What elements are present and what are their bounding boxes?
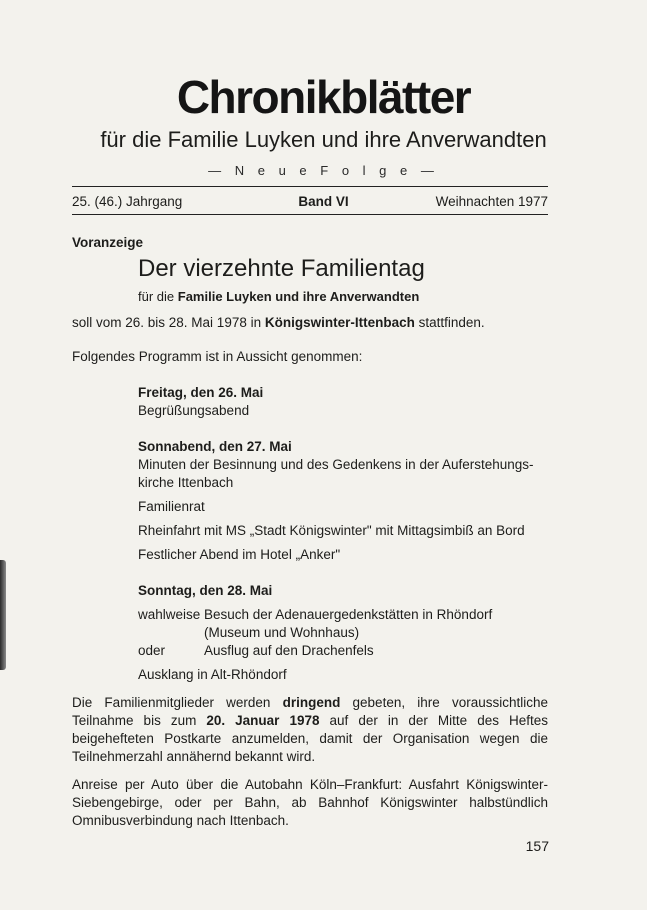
masthead-subtitle: für die Familie Luyken und ihre Anverwandten — [100, 127, 547, 152]
registration-text: gebeten, ihre voraussichtliche Teilnahme bis zum — [72, 695, 548, 728]
saturday-item: Rheinfahrt mit MS „Stadt Königswinter" mit Mittagsimbiß an Bord — [138, 523, 525, 538]
article-body — [72, 234, 548, 830]
program-friday — [138, 384, 548, 420]
sunday-option-2 — [138, 642, 548, 660]
article-lead — [72, 314, 548, 332]
header-rule-bottom — [72, 214, 548, 215]
friday-item: Begrüßungsabend — [138, 403, 250, 418]
header-rule-top — [72, 186, 548, 187]
saturday-item: Minuten der Besinnung und des Gedenkens in der Auferstehungs-kirche Ittenbach — [138, 457, 534, 490]
saturday-item: Festlicher Abend im Hotel „Anker" — [138, 547, 341, 562]
lead-place: Königswinter-Ittenbach — [264, 315, 415, 330]
issue-year: 25. (46.) Jahrgang — [72, 194, 183, 209]
option-label: wahlweise — [138, 607, 201, 622]
registration-paragraph — [72, 694, 548, 766]
registration-deadline: 20. Januar 1978 — [206, 713, 320, 728]
subhead-bold: Familie Luyken und ihre Anverwandten — [177, 289, 420, 304]
article-headline: Der vierzehnte Familientag — [138, 255, 425, 282]
option-label: oder — [138, 643, 166, 658]
travel-paragraph: Anreise per Auto über die Autobahn Köln–Frankfurt: Ausfahrt Königswinter-Siebengebirge, oder per Bahn, ab Bahnhof Königswinter halbstündlich Omnibusverbindung nach Ittenbach. — [72, 777, 548, 828]
page-number: 157 — [525, 838, 549, 854]
lead-prefix: soll vom 26. bis 28. Mai 1978 in — [72, 315, 265, 330]
saturday-item: Familienrat — [138, 499, 205, 514]
masthead-series: — N e u e F o l g e — — [208, 163, 439, 178]
program-intro: Folgendes Programm ist in Aussicht genommen: — [72, 349, 363, 364]
option-text: Besuch der Adenauergedenkstätten in Rhöndorf — [204, 607, 493, 622]
issue-edition: Weihnachten 1977 — [435, 194, 548, 209]
option-text: Ausflug auf den Drachenfels — [204, 643, 374, 658]
article-subhead — [138, 288, 548, 306]
option-continuation: (Museum und Wohnhaus) — [204, 625, 360, 640]
sunday-option-1 — [138, 606, 548, 624]
registration-emphasis: dringend — [282, 695, 341, 710]
lead-suffix: stattfinden. — [414, 315, 485, 330]
saturday-heading: Sonnabend, den 27. Mai — [138, 439, 292, 454]
article-kicker: Voranzeige — [72, 235, 144, 250]
program-sunday — [138, 582, 548, 600]
registration-text: Die Familienmitglieder werden — [72, 695, 283, 710]
masthead-title: Chronikblätter — [176, 71, 471, 123]
subhead-prefix: für die — [138, 289, 178, 304]
sunday-closing: Ausklang in Alt-Rhöndorf — [138, 667, 287, 682]
friday-heading: Freitag, den 26. Mai — [138, 385, 264, 400]
sunday-heading: Sonntag, den 28. Mai — [138, 583, 273, 598]
binding-edge — [0, 560, 6, 670]
issue-volume: Band VI — [298, 194, 349, 209]
program-saturday — [138, 438, 548, 564]
registration-text: auf der in der Mitte des Heftes beigehefteten Postkarte anzumelden, damit der Organisation wegen die Teilnehmerzahl annähernd bekannt wird. — [72, 713, 548, 764]
